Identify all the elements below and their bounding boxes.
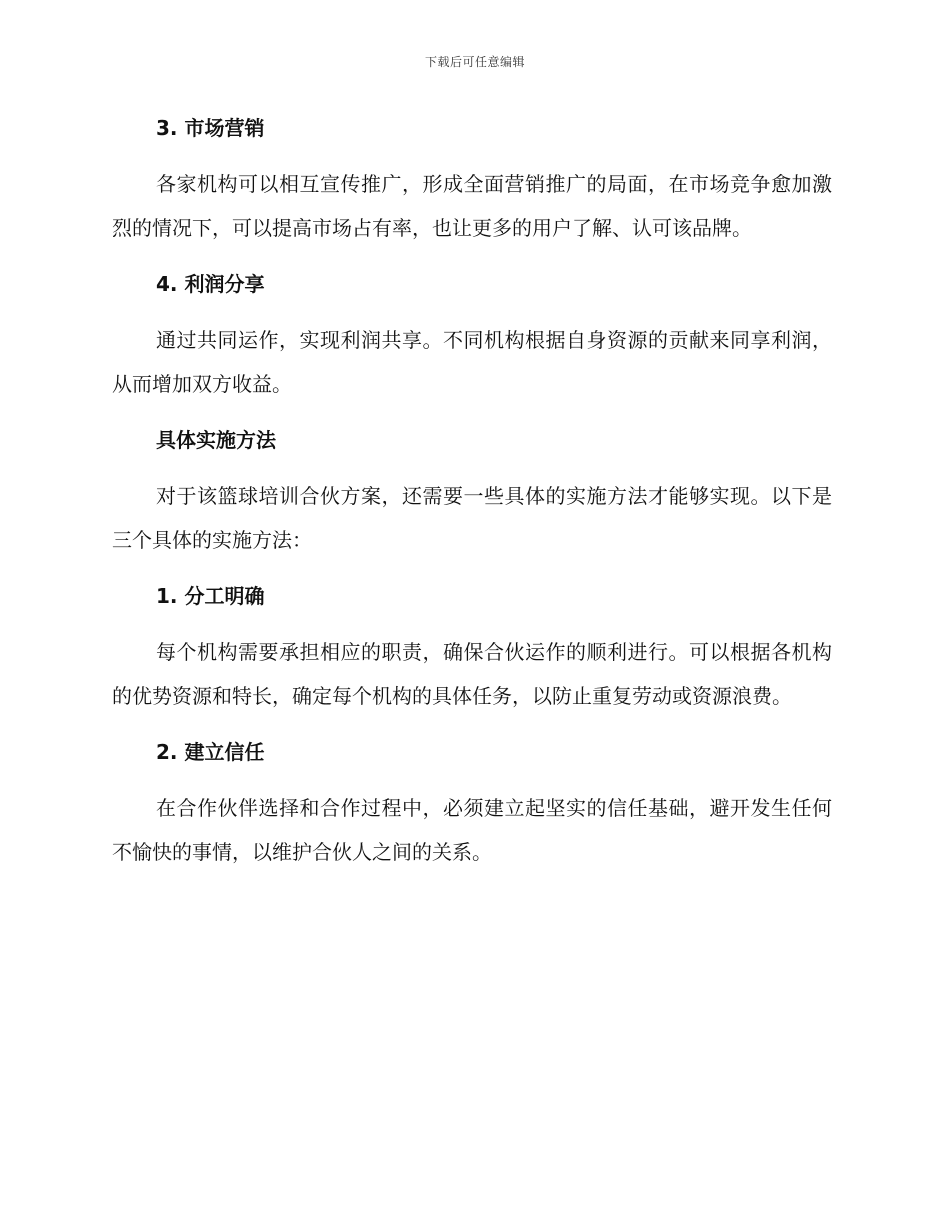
section-heading-build-trust: 2. 建立信任: [156, 740, 265, 764]
section-heading-division-of-labor: 1. 分工明确: [156, 584, 265, 608]
section-heading-implementation: 具体实施方法: [156, 428, 276, 452]
section-paragraph-profit-sharing: 通过共同运作，实现利润共享。不同机构根据自身资源的贡献来同享利润，从而增加双方收益。: [112, 328, 832, 396]
section-paragraph-implementation: 对于该篮球培训合伙方案，还需要一些具体的实施方法才能够实现。以下是三个具体的实施方法：: [112, 484, 832, 552]
section-heading-marketing: 3. 市场营销: [156, 116, 265, 140]
section-paragraph-marketing: 各家机构可以相互宣传推广，形成全面营销推广的局面，在市场竞争愈加激烈的情况下，可以提高市场占有率，也让更多的用户了解、认可该品牌。: [112, 172, 832, 240]
header-note: 下载后可任意编辑: [424, 55, 525, 69]
section-paragraph-division-of-labor: 每个机构需要承担相应的职责，确保合伙运作的顺利进行。可以根据各机构的优势资源和特长，确定每个机构的具体任务，以防止重复劳动或资源浪费。: [112, 640, 832, 708]
document-body: [112, 108, 832, 874]
section-paragraph-build-trust: 在合作伙伴选择和合作过程中，必须建立起坚实的信任基础，避开发生任何不愉快的事情，以维护合伙人之间的关系。: [112, 796, 832, 864]
section-heading-profit-sharing: 4. 利润分享: [156, 272, 265, 296]
